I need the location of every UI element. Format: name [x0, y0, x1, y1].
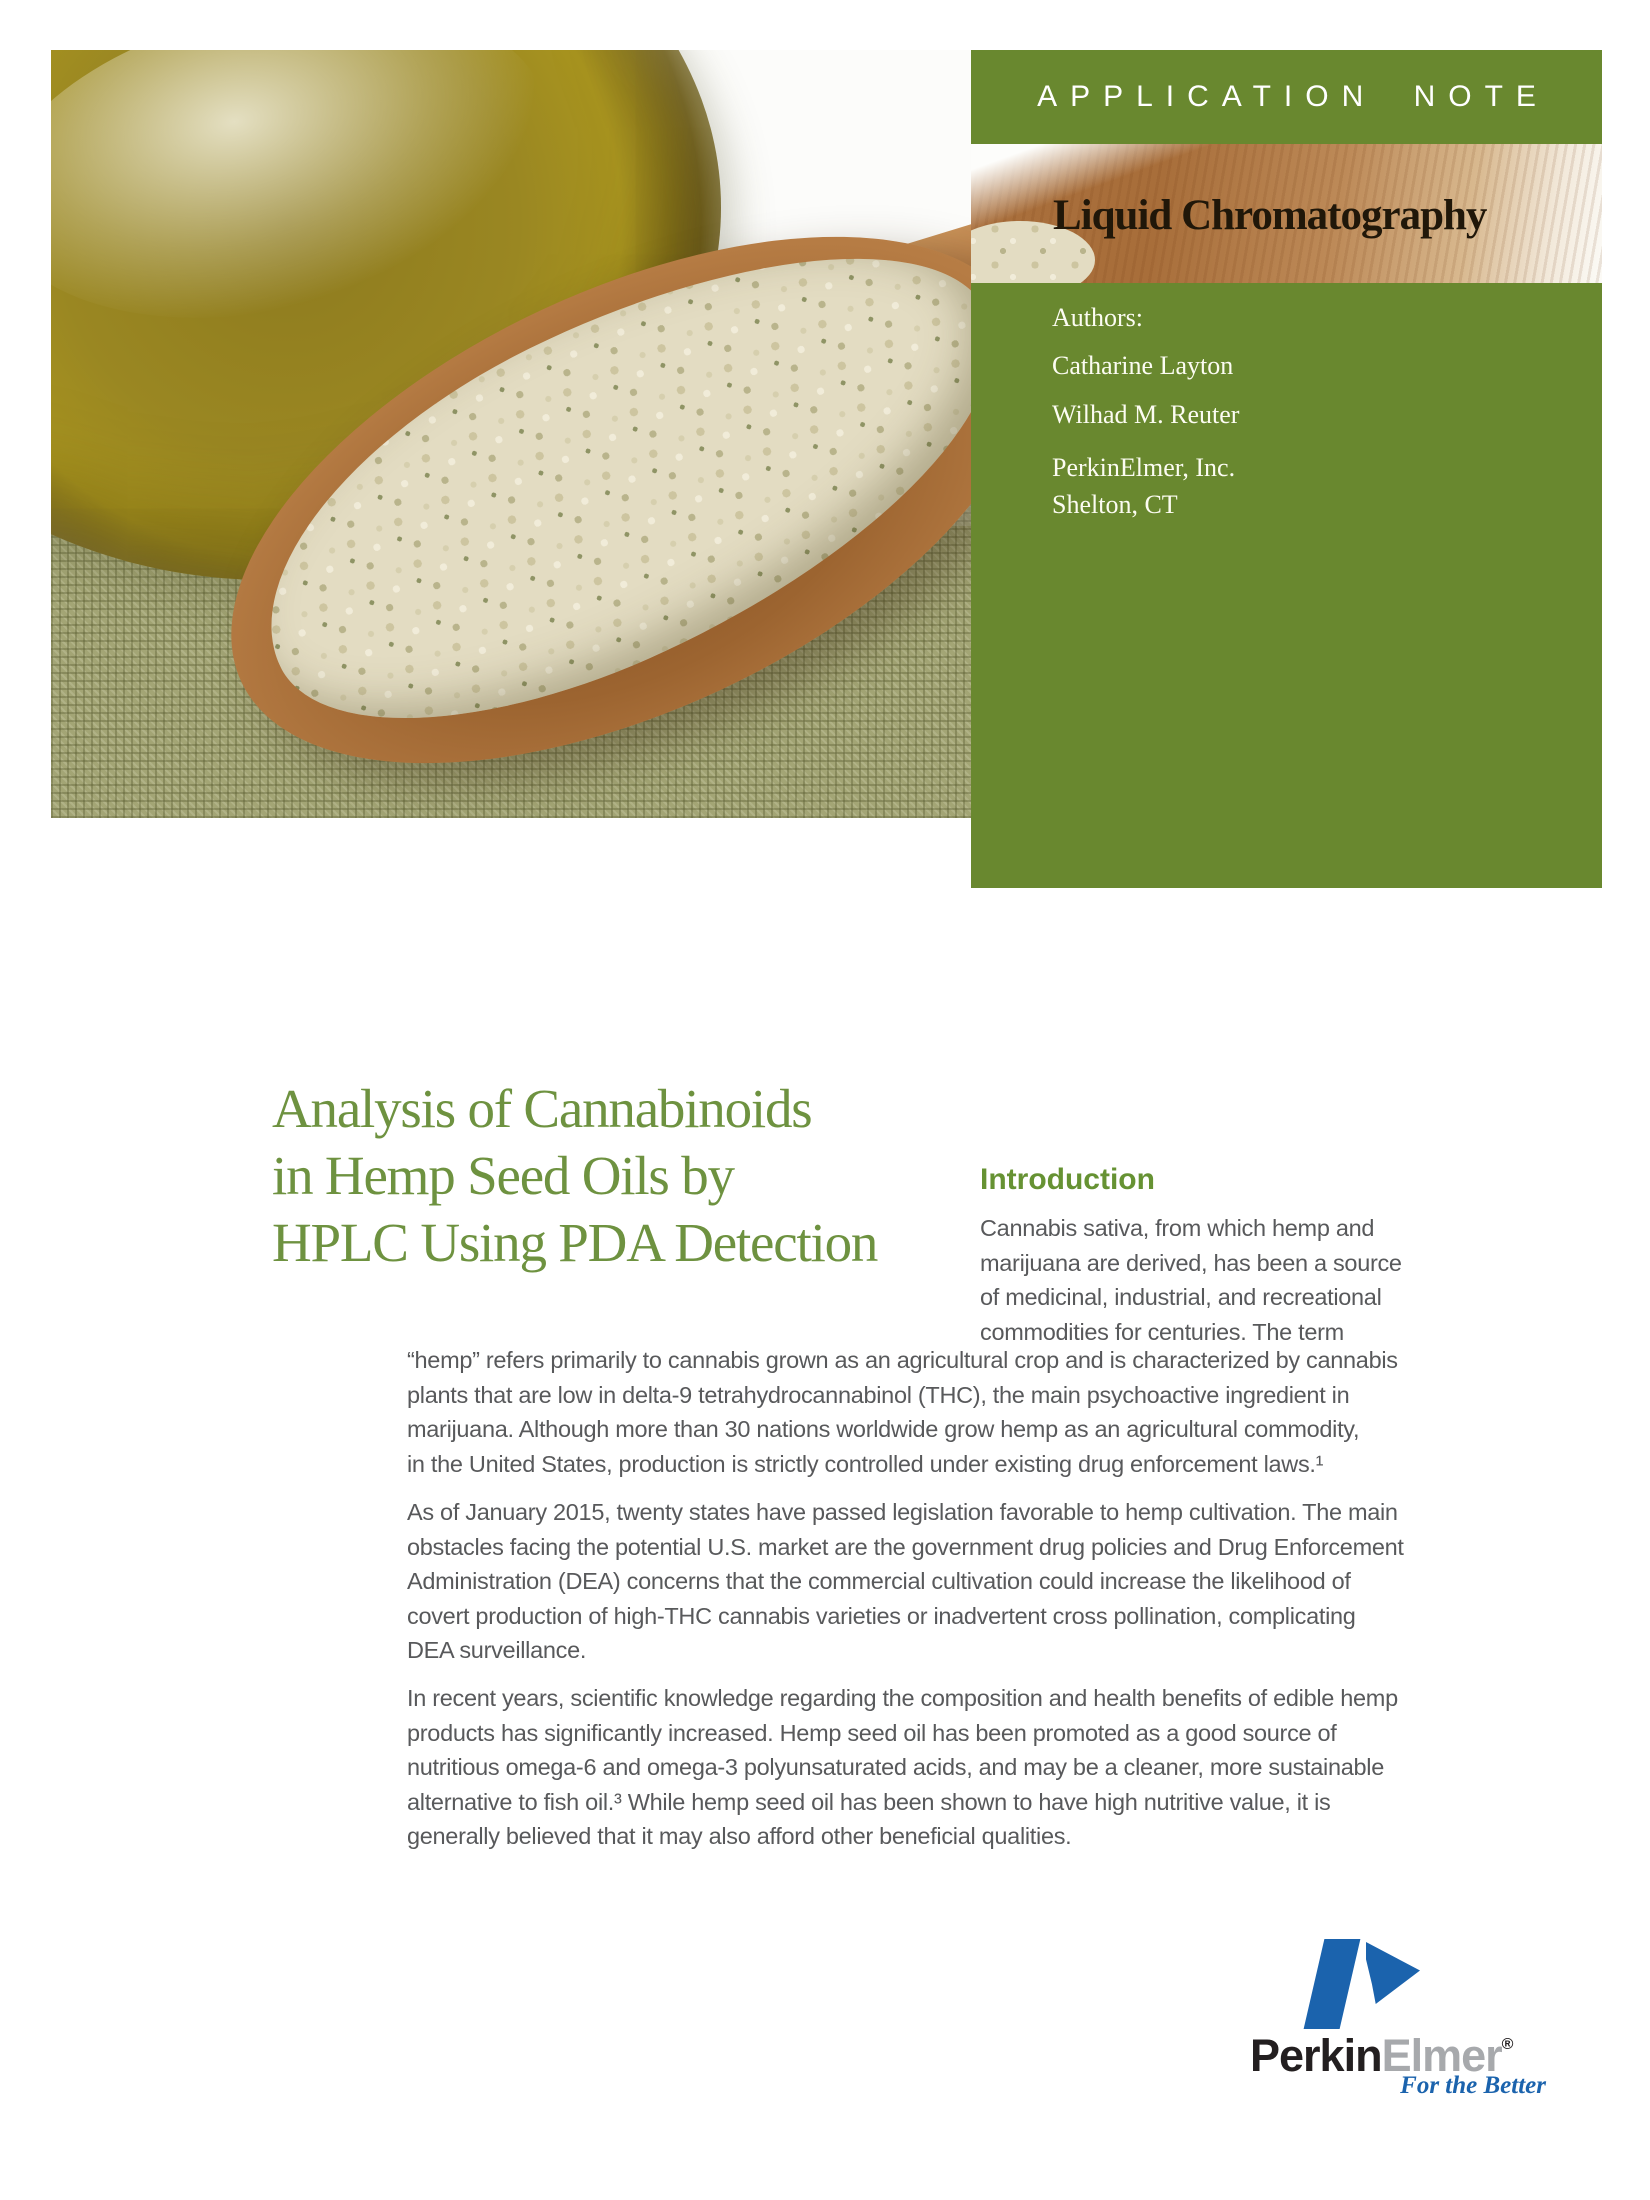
authors-panel — [971, 283, 1602, 888]
affiliation — [1052, 449, 1602, 523]
intro-lead-paragraph — [980, 1211, 1402, 1349]
brand-elmer: Elmer — [1381, 2030, 1502, 2081]
affiliation-company: PerkinElmer, Inc. — [1052, 453, 1236, 482]
text-line: alternative to fish oil.³ While hemp seed oil has been shown to have high nutritive value, it is — [407, 1788, 1331, 1815]
title-line: Analysis of Cannabinoids — [272, 1078, 812, 1139]
title-line: in Hemp Seed Oils by — [272, 1145, 734, 1206]
application-note-banner — [971, 50, 1602, 144]
body-paragraph — [407, 1343, 1398, 1481]
logo-flag-icon — [1366, 1942, 1420, 2004]
text-line: DEA surveillance. — [407, 1637, 587, 1663]
text-line: In recent years, scientific knowledge regarding the composition and health benefits of edible hemp — [407, 1685, 1398, 1711]
text-line: “hemp” refers primarily to cannabis grown as an agricultural crop and is characterized by cannabis — [407, 1347, 1398, 1373]
text-line: generally believed that it may also afford other beneficial qualities. — [407, 1823, 1072, 1849]
text-line: obstacles facing the potential U.S. market are the government drug policies and Drug Enforcement — [407, 1533, 1404, 1560]
text-line: marijuana. Although more than 30 nations worldwide grow hemp as an agricultural commodity, — [407, 1416, 1360, 1442]
text-line: commodities for centuries. The term — [980, 1318, 1344, 1345]
authors-heading: Authors: — [1052, 303, 1143, 332]
text-line: of medicinal, industrial, and recreational — [980, 1284, 1382, 1310]
author-name: Catharine Layton — [1052, 351, 1234, 380]
title-line: HPLC Using PDA Detection — [272, 1212, 878, 1273]
brand-perkin: Perkin — [1250, 2030, 1382, 2081]
banner-label: APPLICATION NOTE — [1037, 80, 1549, 113]
author-name: Wilhad M. Reuter — [1052, 400, 1240, 429]
text-line: nutritious omega-6 and omega-3 polyunsaturated acids, and may be a cleaner, more sustainable — [407, 1754, 1384, 1780]
text-line: Cannabis sativa, from which hemp and — [980, 1215, 1375, 1241]
category-title: Liquid Chromatography — [1053, 192, 1487, 239]
text-line: covert production of high-THC cannabis varieties or inadvertent cross pollination, complicating — [407, 1602, 1356, 1629]
body-paragraph — [407, 1681, 1398, 1854]
text-line: As of January 2015, twenty states have passed legislation favorable to hemp cultivation. The main — [407, 1499, 1398, 1525]
article-title — [272, 1075, 877, 1276]
introduction-heading: Introduction — [980, 1163, 1155, 1196]
text-line: Administration (DEA) concerns that the commercial cultivation could increase the likelihood of — [407, 1568, 1351, 1594]
logo-bar-icon — [1304, 1939, 1361, 2029]
registered-mark: ® — [1501, 2036, 1514, 2053]
brand-tagline: For the Better — [1400, 2072, 1546, 2099]
text-line: in the United States, production is strictly controlled under existing drug enforcement laws.¹ — [407, 1450, 1324, 1477]
text-line: plants that are low in delta-9 tetrahydrocannabinol (THC), the main psychoactive ingredient in — [407, 1381, 1350, 1408]
affiliation-location: Shelton, CT — [1052, 490, 1178, 519]
hero-photo — [51, 50, 971, 818]
spoon-handle-strip — [971, 144, 1602, 283]
text-line: products has significantly increased. Hemp seed oil has been promoted as a good source of — [407, 1719, 1337, 1746]
text-line: marijuana are derived, has been a source — [980, 1249, 1402, 1276]
body-paragraph — [407, 1495, 1404, 1668]
